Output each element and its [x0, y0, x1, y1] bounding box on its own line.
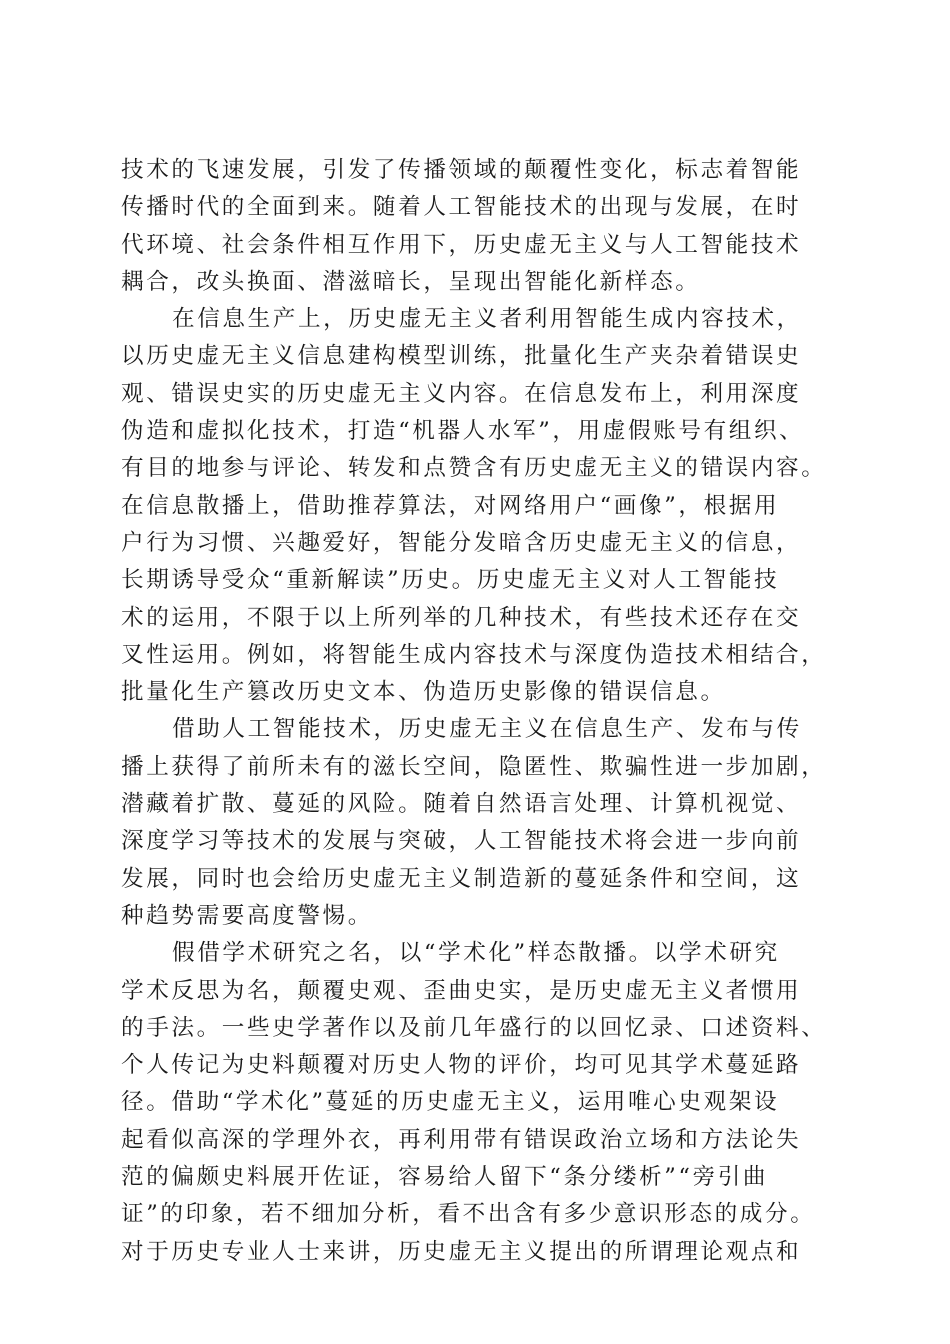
text-line: 术的运用，不限于以上所列举的几种技术，有些技术还存在交: [121, 604, 802, 631]
text-line: 借助人工智能技术，历史虚无主义在信息生产、发布与传: [172, 716, 802, 743]
text-line: 范的偏颇史料展开佐证，容易给人留下“条分缕析”“旁引曲: [121, 1164, 769, 1191]
text-line: 在信息散播上，借助推荐算法，对网络用户“画像”，根据用: [121, 492, 780, 519]
text-line: 耦合，改头换面、潜滋暗长，呈现出智能化新样态。: [121, 268, 701, 295]
text-line: 批量化生产篡改历史文本、伪造历史影像的错误信息。: [121, 679, 726, 706]
text-line: 学术反思为名，颠覆史观、歪曲史实，是历史虚无主义者惯用: [121, 977, 802, 1004]
text-line: 以历史虚无主义信息建构模型训练，批量化生产夹杂着错误史: [121, 343, 802, 370]
text-line: 潜藏着扩散、蔓延的风险。随着自然语言处理、计算机视觉、: [121, 791, 802, 818]
paragraph-3: [121, 711, 837, 935]
text-line: 传播时代的全面到来。随着人工智能技术的出现与发展，在时: [121, 194, 802, 221]
body-text: [121, 152, 837, 1271]
text-line: 发展，同时也会给历史虚无主义制造新的蔓延条件和空间，这: [121, 865, 802, 892]
text-line: 技术的飞速发展，引发了传播领域的颠覆性变化，标志着智能: [121, 157, 802, 183]
text-line: 户行为习惯、兴趣爱好，智能分发暗含历史虚无主义的信息，: [121, 529, 802, 556]
text-line: 个人传记为史料颠覆对历史人物的评价，均可见其学术蔓延路: [121, 1052, 802, 1079]
paragraph-1: [121, 152, 837, 301]
text-line: 在信息生产上，历史虚无主义者利用智能生成内容技术，: [172, 306, 802, 333]
paragraph-4: [121, 935, 837, 1271]
text-line: 观、错误史实的历史虚无主义内容。在信息发布上，利用深度: [121, 380, 802, 407]
text-line: 对于历史专业人士来讲，历史虚无主义提出的所谓理论观点和: [121, 1238, 802, 1265]
text-line: 证”的印象，若不细加分析，看不出含有多少意识形态的成分。: [121, 1201, 816, 1228]
paragraph-2: [121, 301, 837, 711]
text-line: 长期诱导受众“重新解读”历史。历史虚无主义对人工智能技: [121, 567, 780, 594]
text-line: 深度学习等技术的发展与突破，人工智能技术将会进一步向前: [121, 828, 802, 855]
text-line: 播上获得了前所未有的滋长空间，隐匿性、欺骗性进一步加剧，: [121, 753, 827, 780]
text-line: 代环境、社会条件相互作用下，历史虚无主义与人工智能技术: [121, 231, 802, 258]
text-line: 叉性运用。例如，将智能生成内容技术与深度伪造技术相结合，: [121, 641, 827, 668]
text-line: 径。借助“学术化”蔓延的历史虚无主义，运用唯心史观架设: [121, 1089, 780, 1116]
text-line: 种趋势需要高度警惕。: [121, 902, 373, 929]
text-line: 伪造和虚拟化技术，打造“机器人水军”，用虚假账号有组织、: [121, 418, 805, 445]
text-line: 有目的地参与评论、转发和点赞含有历史虚无主义的错误内容。: [121, 455, 827, 482]
text-line: 起看似高深的学理外衣，再利用带有错误政治立场和方法论失: [121, 1126, 802, 1153]
text-line: 的手法。一些史学著作以及前几年盛行的以回忆录、口述资料、: [121, 1014, 827, 1041]
text-line: 假借学术研究之名，以“学术化”样态散播。以学术研究: [172, 940, 780, 967]
